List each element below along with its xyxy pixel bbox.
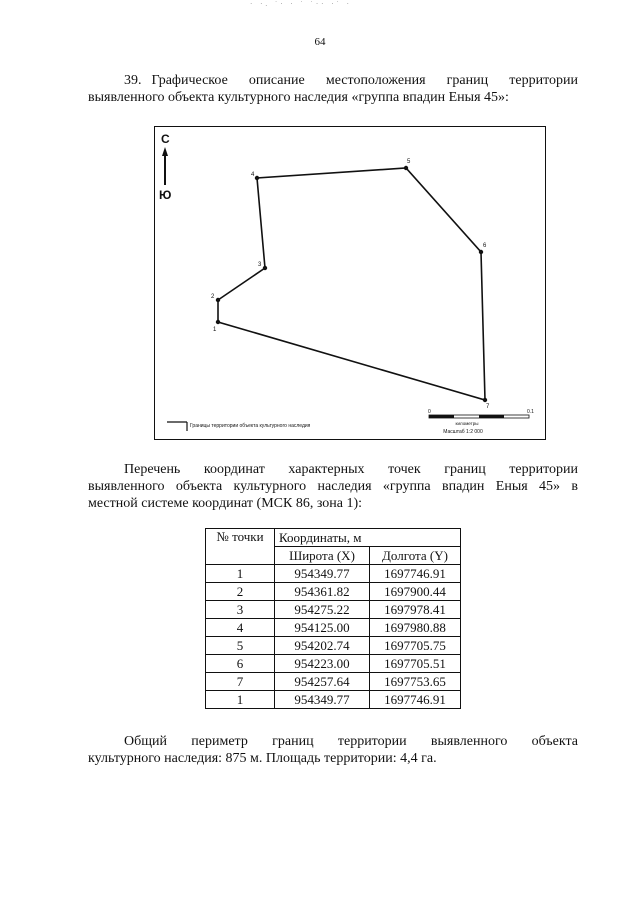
scan-noise: · ·. ˙· · ˙ ˙·· ·˙ · xyxy=(250,0,352,8)
scale-bar-seg3 xyxy=(479,415,504,418)
table-row xyxy=(206,673,461,691)
south-label: Ю xyxy=(159,188,172,202)
cell-y: 1697753.65 xyxy=(370,673,461,691)
cell-point: 1 xyxy=(206,565,275,583)
north-arrow-head xyxy=(162,147,168,156)
cell-point: 2 xyxy=(206,583,275,601)
table-row xyxy=(206,601,461,619)
table-row xyxy=(206,691,461,709)
section-title-line2: выявленного объекта культурного наследия «группа впадин Еныя 45»: xyxy=(88,90,509,105)
header-x: Широта (X) xyxy=(275,547,370,565)
boundary-point-7 xyxy=(483,398,487,402)
table-row xyxy=(206,619,461,637)
scale-unit: километры xyxy=(455,421,479,426)
cell-x: 954223.00 xyxy=(275,655,370,673)
scale-bar-seg1 xyxy=(429,415,454,418)
cell-x: 954125.00 xyxy=(275,619,370,637)
section-number: 39. xyxy=(124,73,142,88)
summary xyxy=(88,733,578,767)
scale-bar xyxy=(428,409,534,435)
scale-tick-start: 0 xyxy=(428,409,431,415)
table-row xyxy=(206,655,461,673)
cell-point: 4 xyxy=(206,619,275,637)
coordinates-table xyxy=(205,528,461,709)
cell-y: 1697980.88 xyxy=(370,619,461,637)
section-heading xyxy=(88,72,578,106)
cell-point: 7 xyxy=(206,673,275,691)
cell-point: 1 xyxy=(206,691,275,709)
cell-y: 1697705.51 xyxy=(370,655,461,673)
map-legend xyxy=(167,422,311,431)
cell-y: 1697978.41 xyxy=(370,601,461,619)
boundary-point-5 xyxy=(404,166,408,170)
coordinates-intro-line3: местной системе координат (МСК 86, зона 1): xyxy=(88,496,363,511)
boundary-point-4 xyxy=(255,176,259,180)
legend-label: Границы территории объекта культурного наследия xyxy=(190,423,311,429)
table-row xyxy=(206,637,461,655)
point-label-7: 7 xyxy=(486,404,490,410)
section-title-line1: Графическое описание местоположения границ территории xyxy=(151,73,578,88)
table-row xyxy=(206,565,461,583)
north-label: С xyxy=(161,132,170,146)
boundary-map xyxy=(154,126,546,440)
point-label-4: 4 xyxy=(251,172,255,178)
point-label-2: 2 xyxy=(211,294,215,300)
cell-y: 1697746.91 xyxy=(370,565,461,583)
boundary-point-labels xyxy=(211,159,490,410)
boundary-point-2 xyxy=(216,298,220,302)
table-row xyxy=(206,583,461,601)
boundary-map-svg xyxy=(155,127,545,439)
cell-x: 954275.22 xyxy=(275,601,370,619)
territory-boundary xyxy=(218,168,485,400)
scale-tick-end: 0.1 xyxy=(527,409,534,415)
cell-x: 954202.74 xyxy=(275,637,370,655)
cell-point: 5 xyxy=(206,637,275,655)
boundary-point-3 xyxy=(263,266,267,270)
cell-y: 1697705.75 xyxy=(370,637,461,655)
point-label-5: 5 xyxy=(407,159,411,165)
scale-text: Масштаб 1:2 000 xyxy=(443,429,483,435)
summary-line2: культурного наследия: 875 м. Площадь территории: 4,4 га. xyxy=(88,751,437,766)
boundary-point-6 xyxy=(479,250,483,254)
coordinates-intro-line1: Перечень координат характерных точек границ территории xyxy=(124,462,578,477)
cell-y: 1697900.44 xyxy=(370,583,461,601)
page-number: 64 xyxy=(314,36,326,48)
coordinates-intro-line2: выявленного объекта культурного наследия «группа впадин Еныя 45» в xyxy=(88,479,578,494)
cell-x: 954349.77 xyxy=(275,691,370,709)
cell-y: 1697746.91 xyxy=(370,691,461,709)
cell-x: 954349.77 xyxy=(275,565,370,583)
header-point: № точки xyxy=(206,529,275,565)
cell-x: 954361.82 xyxy=(275,583,370,601)
north-arrow xyxy=(159,132,171,202)
header-y: Долгота (Y) xyxy=(370,547,461,565)
point-label-3: 3 xyxy=(258,262,262,268)
table-header-row xyxy=(206,529,461,547)
cell-x: 954257.64 xyxy=(275,673,370,691)
cell-point: 3 xyxy=(206,601,275,619)
summary-line1: Общий периметр границ территории выявленного объекта xyxy=(124,734,578,749)
point-label-6: 6 xyxy=(483,243,487,249)
boundary-point-1 xyxy=(216,320,220,324)
header-coords: Координаты, м xyxy=(275,529,461,547)
section-heading-line1 xyxy=(88,72,578,89)
cell-point: 6 xyxy=(206,655,275,673)
boundary-points xyxy=(216,166,487,402)
coordinates-intro xyxy=(88,461,578,512)
point-label-1: 1 xyxy=(213,327,217,333)
